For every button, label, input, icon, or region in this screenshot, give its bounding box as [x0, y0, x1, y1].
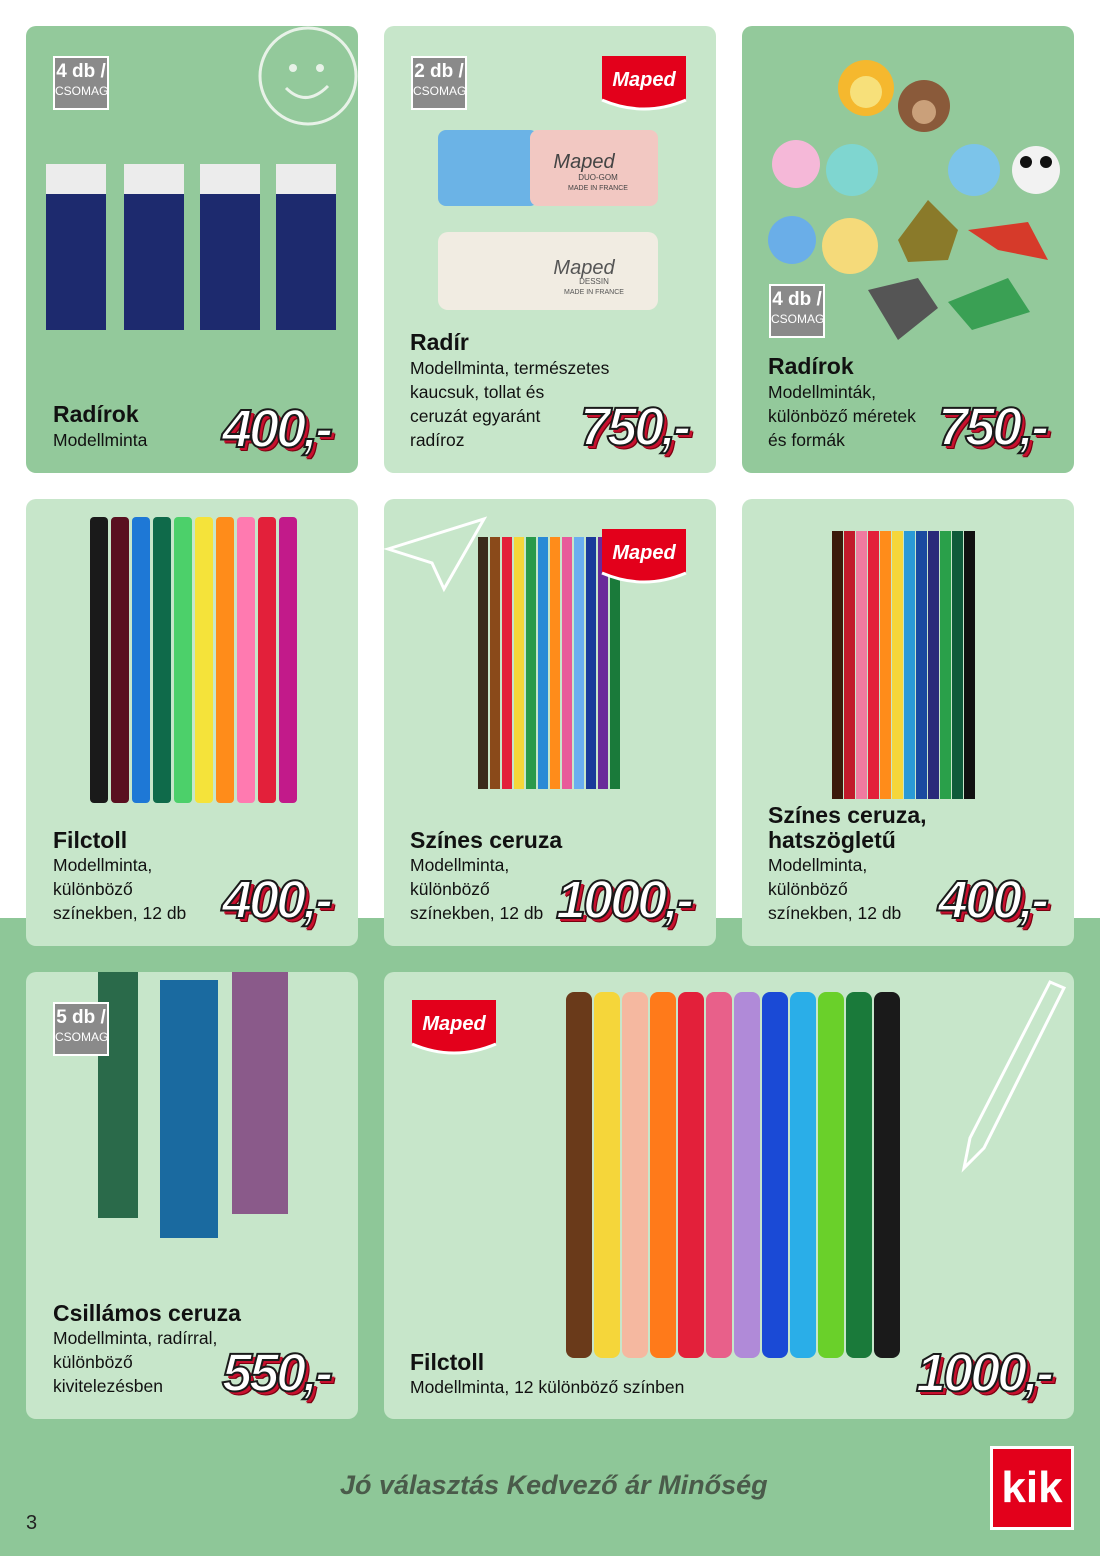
maped-logo [598, 52, 690, 112]
eraser-origin: MADE IN FRANCE [568, 185, 628, 192]
product-desc: Modellminta, különböző színekben, 12 db [53, 855, 187, 923]
hex-pencils-image [830, 507, 982, 803]
pencil-doodle [944, 978, 1074, 1178]
product-card-felt-pens-maped [384, 972, 1074, 1419]
maped-logo-text: Maped [612, 542, 676, 564]
product-title: Radír [410, 329, 469, 355]
price-tag: 400,- [222, 399, 331, 459]
maped-logo [408, 996, 500, 1056]
product-title: Filctoll [53, 827, 128, 853]
product-title: Radírok [53, 401, 139, 427]
eraser-model: DESSIN [579, 277, 609, 286]
eraser-dessin-image [438, 232, 662, 314]
product-desc: Modellminta, különböző színekben, 12 db [410, 855, 544, 923]
eraser-brand: Maped [553, 257, 615, 279]
glitter-pencils-image [94, 972, 294, 1258]
price-tag: 550,- [222, 1343, 331, 1403]
price-tag: 1000,- [916, 1343, 1052, 1403]
product-desc: Modellminta, 12 különböző színben [410, 1377, 685, 1397]
price-tag: 400,- [222, 870, 331, 930]
product-card-glitter-pencils [26, 972, 358, 1419]
pack-badge: 2 db / CSOMAG [411, 56, 467, 110]
eraser-model: DUO-GOM [578, 173, 618, 182]
product-title: Csillámos ceruza [53, 1300, 241, 1326]
product-title: Színes ceruza, hatszögletű [768, 802, 927, 853]
pack-badge: 4 db / CSOMAG [53, 56, 109, 110]
eraser-duo-image [438, 130, 662, 210]
product-card-erasers-pack [26, 26, 358, 473]
product-title: Filctoll [410, 1349, 485, 1375]
felt-pens-maped-image [562, 992, 912, 1362]
smiley-doodle [248, 26, 358, 136]
maped-logo-text: Maped [612, 69, 676, 91]
product-card-felt-pens [26, 499, 358, 946]
product-title: Színes ceruza [410, 827, 563, 853]
footer-slogan: Jó választás Kedvező ár Minőség [340, 1470, 768, 1500]
felt-pens-image [88, 513, 300, 805]
eraser-origin: MADE IN FRANCE [564, 289, 624, 296]
product-desc: Modellminta, különböző színekben, 12 db [768, 855, 902, 923]
price-tag: 750,- [938, 397, 1047, 457]
eraser-brand: Maped [553, 151, 615, 173]
product-card-colored-pencils-maped [384, 499, 716, 946]
page-number: 3 [26, 1512, 38, 1534]
erasers-image [46, 164, 346, 334]
product-desc: Modellminta, természetes kaucsuk, tollat és ceruzát egyaránt radíroz [410, 358, 610, 450]
product-card-animal-erasers [742, 26, 1074, 473]
product-desc: Modellminta [53, 430, 148, 450]
product-card-hex-pencils [742, 499, 1074, 946]
price-tag: 750,- [580, 397, 689, 457]
product-title: Radírok [768, 353, 854, 379]
product-card-eraser-maped [384, 26, 716, 473]
price-tag: 400,- [938, 870, 1047, 930]
maped-logo-text: Maped [422, 1013, 486, 1035]
pack-badge: 5 db / CSOMAG [53, 1002, 109, 1056]
price-tag: 1000,- [556, 870, 692, 930]
product-desc: Modellminták, különböző méretek és formák [768, 382, 916, 450]
product-desc: Modellminta, radírral, különböző kivitelezésben [53, 1328, 218, 1396]
kik-logo: kik [990, 1446, 1074, 1530]
pack-badge: 4 db / CSOMAG [769, 284, 825, 338]
maped-logo [598, 525, 690, 585]
